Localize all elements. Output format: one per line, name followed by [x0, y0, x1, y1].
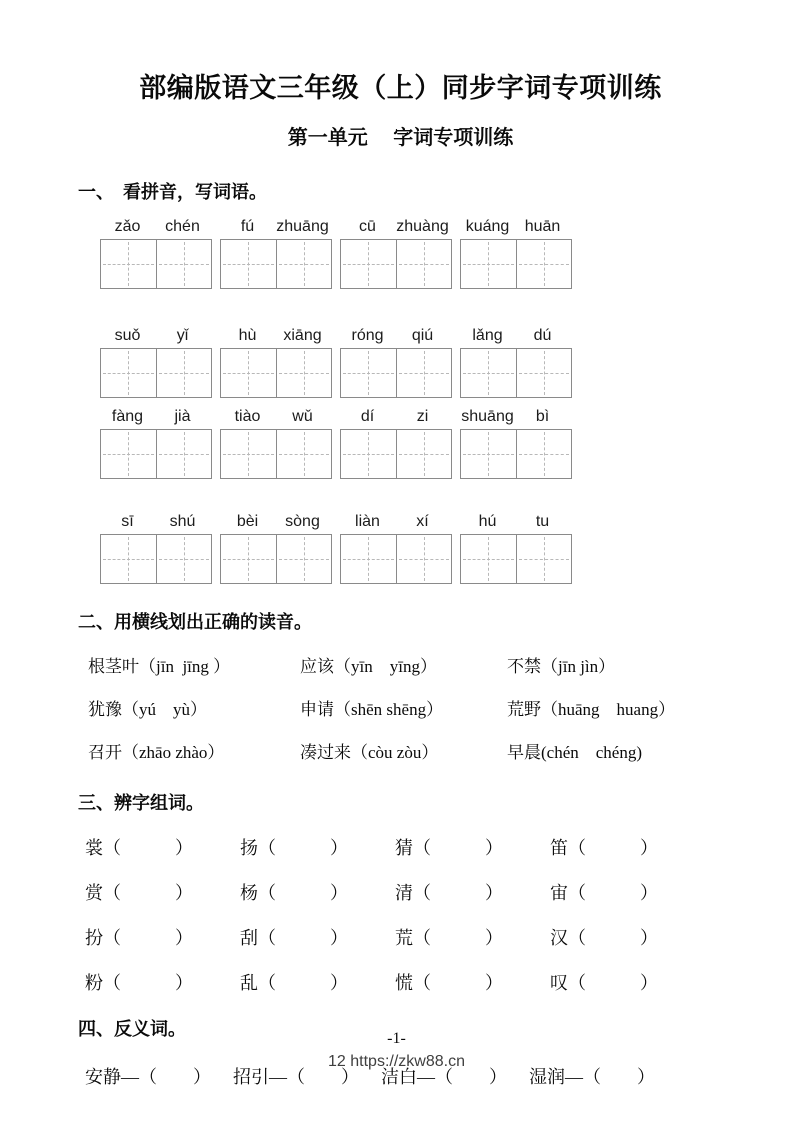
page-subtitle: 第一单元 字词专项训练	[287, 127, 514, 149]
zuci-char: 刮	[240, 928, 258, 948]
zuci-char: 笛	[550, 838, 568, 858]
writing-cell	[516, 430, 572, 478]
section-heading-4: 四、反义词。	[78, 1019, 186, 1039]
zuci-item	[85, 879, 240, 905]
writing-cell	[101, 240, 156, 288]
zuci-blank: （ ）	[103, 973, 193, 993]
writing-cell	[461, 535, 516, 583]
pronunciation-item: 犹豫（yú yù）	[88, 700, 207, 719]
zuci-item	[240, 924, 395, 950]
pronunciation-row	[78, 695, 723, 720]
zuci-blank: （ ）	[568, 973, 658, 993]
writing-cell	[461, 240, 516, 288]
pinyin-label: liàn xí	[355, 513, 429, 530]
zuci-blank: （ ）	[103, 928, 193, 948]
writing-cell	[516, 349, 572, 397]
pinyin-word-group	[100, 218, 210, 289]
pinyin-label: bèi sòng	[236, 513, 320, 530]
zuci-blank: （ ）	[568, 838, 658, 858]
pinyin-word-group	[220, 327, 330, 398]
zuci-row	[78, 834, 723, 860]
writing-boxes	[340, 534, 452, 584]
pinyin-label: sī shú	[121, 513, 196, 530]
zuci-blank: （ ）	[413, 838, 503, 858]
pinyin-label: fú zhuāng	[240, 218, 329, 235]
zuci-char: 叹	[550, 973, 568, 993]
zuci-item	[85, 924, 240, 950]
writing-boxes	[460, 239, 572, 289]
writing-cell	[461, 349, 516, 397]
pinyin-word-group	[100, 513, 210, 584]
zuci-char: 粉	[85, 973, 103, 993]
pinyin-label: suǒ yǐ	[114, 327, 189, 344]
zuci-item	[395, 834, 550, 860]
writing-cell	[396, 430, 452, 478]
pinyin-box-row	[100, 327, 723, 398]
zuci-row	[78, 879, 723, 905]
pinyin-label: tiào wǔ	[234, 408, 313, 425]
pinyin-word-group	[460, 218, 570, 289]
pronunciation-item: 根茎叶（jīn jīng ）	[88, 657, 231, 676]
writing-boxes	[100, 429, 212, 479]
zuci-item	[550, 834, 705, 860]
zuci-item	[240, 879, 395, 905]
zuci-char: 猜	[395, 838, 413, 858]
writing-cell	[341, 240, 396, 288]
writing-cell	[396, 349, 452, 397]
writing-cell	[516, 240, 572, 288]
zuci-item	[395, 879, 550, 905]
writing-boxes	[220, 348, 332, 398]
writing-cell	[221, 240, 276, 288]
antonym-item: 招引—（ ）	[233, 1067, 359, 1087]
pronunciation-item: 召开（zhāo zhào）	[88, 743, 225, 762]
zuci-blank: （ ）	[258, 928, 348, 948]
writing-cell	[341, 430, 396, 478]
writing-boxes	[340, 429, 452, 479]
pinyin-label: zǎo chén	[114, 218, 200, 235]
zuci-char: 裳	[85, 838, 103, 858]
writing-cell	[276, 240, 332, 288]
zuci-blank: （ ）	[103, 838, 193, 858]
pinyin-label: lǎng dú	[472, 327, 552, 344]
writing-boxes	[220, 429, 332, 479]
writing-cell	[276, 349, 332, 397]
zuci-blank: （ ）	[413, 883, 503, 903]
pinyin-word-group	[460, 327, 570, 398]
section-heading-2: 二、用横线划出正确的读音。	[78, 612, 312, 632]
pronunciation-row	[78, 738, 723, 763]
writing-cell	[156, 349, 212, 397]
writing-boxes	[220, 534, 332, 584]
zuci-char: 扮	[85, 928, 103, 948]
pinyin-word-group	[460, 513, 570, 584]
pinyin-word-group	[100, 408, 210, 479]
pinyin-word-group	[340, 408, 450, 479]
writing-cell	[156, 430, 212, 478]
writing-cell	[396, 240, 452, 288]
pinyin-label: kuáng huān	[465, 218, 561, 235]
zuci-char: 荒	[395, 928, 413, 948]
pinyin-box-row	[100, 218, 723, 289]
pinyin-word-group	[460, 408, 570, 479]
pronunciation-item: 不禁（jīn jìn）	[507, 657, 616, 676]
pinyin-label: hù xiāng	[238, 327, 322, 344]
zuci-item	[85, 834, 240, 860]
zuci-char: 赏	[85, 883, 103, 903]
antonym-item: 洁白—（ ）	[381, 1067, 507, 1087]
zuci-char: 杨	[240, 883, 258, 903]
writing-cell	[101, 430, 156, 478]
zuci-blank: （ ）	[258, 838, 348, 858]
pinyin-label: hú tu	[478, 513, 550, 530]
section-pronunciation	[78, 608, 723, 763]
writing-cell	[276, 430, 332, 478]
writing-cell	[341, 535, 396, 583]
zuci-blank: （ ）	[568, 883, 658, 903]
writing-cell	[221, 349, 276, 397]
writing-cell	[396, 535, 452, 583]
zuci-row	[78, 969, 723, 995]
zuci-char: 乱	[240, 973, 258, 993]
zuci-blank: （ ）	[103, 883, 193, 903]
zuci-item	[240, 834, 395, 860]
pinyin-word-group	[340, 218, 450, 289]
section-zuci	[78, 789, 723, 995]
watermark-url: 12 https://zkw88.cn	[328, 1053, 465, 1070]
writing-cell	[516, 535, 572, 583]
pinyin-label: shuāng bì	[461, 408, 550, 425]
section-pinyin-writing	[78, 178, 723, 584]
zuci-blank: （ ）	[413, 973, 503, 993]
zuci-blank: （ ）	[258, 883, 348, 903]
writing-cell	[101, 535, 156, 583]
pinyin-word-group	[340, 513, 450, 584]
writing-cell	[101, 349, 156, 397]
writing-cell	[276, 535, 332, 583]
zuci-char: 清	[395, 883, 413, 903]
pinyin-word-group	[100, 327, 210, 398]
pronunciation-item: 应该（yīn yīng）	[300, 657, 437, 676]
writing-boxes	[220, 239, 332, 289]
pinyin-word-group	[340, 327, 450, 398]
writing-boxes	[340, 348, 452, 398]
pinyin-label: fàng jià	[111, 408, 191, 425]
writing-boxes	[100, 534, 212, 584]
pronunciation-item: 荒野（huāng huang）	[507, 700, 676, 719]
pinyin-box-row	[100, 513, 723, 584]
zuci-item	[240, 969, 395, 995]
zuci-char: 汉	[550, 928, 568, 948]
writing-boxes	[340, 239, 452, 289]
section-heading-1: 一、 看拼音，写词语。	[78, 182, 267, 202]
writing-cell	[156, 535, 212, 583]
writing-boxes	[100, 239, 212, 289]
section-heading-3: 三、辨字组词。	[78, 793, 204, 813]
writing-boxes	[460, 534, 572, 584]
zuci-blank: （ ）	[568, 928, 658, 948]
writing-boxes	[100, 348, 212, 398]
zuci-item	[85, 969, 240, 995]
zuci-item	[395, 924, 550, 950]
zuci-char: 慌	[395, 973, 413, 993]
pinyin-word-group	[220, 513, 330, 584]
pinyin-box-row	[100, 408, 723, 479]
writing-cell	[221, 535, 276, 583]
writing-boxes	[460, 348, 572, 398]
pronunciation-item: 早晨(chén chéng)	[507, 743, 643, 762]
antonym-item: 湿润—（ ）	[529, 1067, 655, 1087]
page-title: 部编版语文三年级（上）同步字词专项训练	[139, 73, 662, 103]
pinyin-word-group	[220, 218, 330, 289]
writing-cell	[461, 430, 516, 478]
zuci-blank: （ ）	[413, 928, 503, 948]
page-number: -1-	[387, 1030, 406, 1047]
page-footer	[0, 1030, 793, 1071]
zuci-blank: （ ）	[258, 973, 348, 993]
zuci-item	[550, 924, 705, 950]
pinyin-word-group	[220, 408, 330, 479]
writing-cell	[156, 240, 212, 288]
zuci-char: 扬	[240, 838, 258, 858]
pinyin-label: róng qiú	[351, 327, 434, 344]
zuci-item	[395, 969, 550, 995]
pronunciation-item: 申请（shēn shēng）	[300, 700, 444, 719]
zuci-item	[550, 879, 705, 905]
zuci-item	[550, 969, 705, 995]
pinyin-label: cū zhuàng	[359, 218, 449, 235]
writing-cell	[341, 349, 396, 397]
pinyin-label: dí zi	[360, 408, 429, 425]
zuci-row	[78, 924, 723, 950]
writing-boxes	[460, 429, 572, 479]
zuci-char: 宙	[550, 883, 568, 903]
antonym-item: 安静—（ ）	[85, 1067, 211, 1087]
pronunciation-item: 凑过来（còu zòu）	[300, 743, 439, 762]
writing-cell	[221, 430, 276, 478]
pronunciation-row	[78, 652, 723, 677]
